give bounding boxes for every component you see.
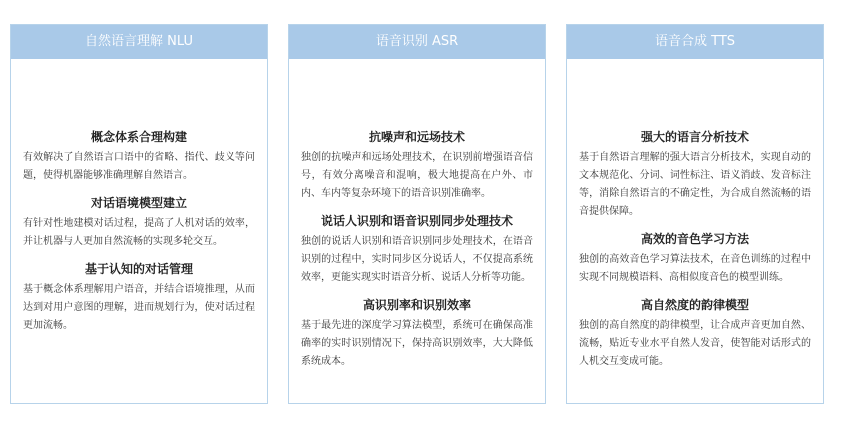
section-text: 独创的抗噪声和远场处理技术，在识别前增强语音信号，有效分离噪音和混响，极大地提高在户外、市内、车内等复杂环境下的语音识别准确率。 [301, 152, 533, 199]
nlu-section-context-model [23, 195, 255, 251]
tts-section-analysis [579, 129, 811, 221]
section-text: 基于自然语言理解的强大语言分析技术，实现自动的文本规范化、分词、词性标注、语义消歧、发音标注等，消除自然语言的不确定性，为合成自然流畅的语音提供保障。 [579, 152, 811, 217]
section-text: 独创的说话人识别和语音识别同步处理技术，在语音识别的过程中，实时同步区分说话人，不仅提高系统效率，更能实现实时语音分析、说话人分析等功能。 [301, 236, 533, 283]
asr-card [288, 24, 546, 404]
nlu-card-body [11, 59, 267, 335]
section-text: 有效解决了自然语言口语中的省略、指代、歧义等问题，使得机器能够准确理解自然语言。 [23, 152, 255, 181]
section-text: 独创的高自然度的韵律模型，让合成声音更加自然、流畅，贴近专业水平自然人发音，使智能对话形式的人机交互变成可能。 [579, 320, 811, 367]
section-title: 高效的音色学习方法 [640, 232, 749, 246]
section-text: 有针对性地建模对话过程，提高了人机对话的效率，并让机器与人更加自然流畅的实现多轮交互。 [23, 218, 255, 247]
nlu-card-header: 自然语言理解 NLU [11, 25, 267, 59]
tts-section-timbre [579, 231, 811, 287]
section-title: 说话人识别和语音识别同步处理技术 [320, 214, 513, 228]
tts-card-body [567, 59, 823, 371]
section-text: 基于最先进的深度学习算法模型，系统可在确保高准确率的实时识别情况下，保持高识别效率，大大降低系统成本。 [301, 320, 533, 367]
section-text: 基于概念体系理解用户语音，并结合语境推理，从而达到对用户意图的理解，进而规划行为，使对话过程更加流畅。 [23, 284, 255, 331]
tts-card [566, 24, 824, 404]
tts-section-prosody [579, 297, 811, 371]
nlu-section-dialog-management [23, 261, 255, 335]
asr-section-efficiency [301, 297, 533, 371]
asr-section-speaker [301, 213, 533, 287]
section-title: 概念体系合理构建 [90, 130, 187, 144]
asr-card-body [289, 59, 545, 371]
section-title: 强大的语言分析技术 [640, 130, 749, 144]
section-title: 基于认知的对话管理 [84, 262, 193, 276]
section-title: 对话语境模型建立 [90, 196, 187, 210]
tts-card-header: 语音合成 TTS [567, 25, 823, 59]
section-title: 高识别率和识别效率 [362, 298, 471, 312]
nlu-section-concept [23, 129, 255, 185]
nlu-card [10, 24, 268, 404]
section-title: 高自然度的韵律模型 [640, 298, 749, 312]
section-title: 抗噪声和远场技术 [368, 130, 465, 144]
asr-section-noise [301, 129, 533, 203]
section-text: 独创的高效音色学习算法技术，在音色训练的过程中实现不同规模语料、高相似度音色的模型训练。 [579, 254, 811, 283]
asr-card-header: 语音识别 ASR [289, 25, 545, 59]
